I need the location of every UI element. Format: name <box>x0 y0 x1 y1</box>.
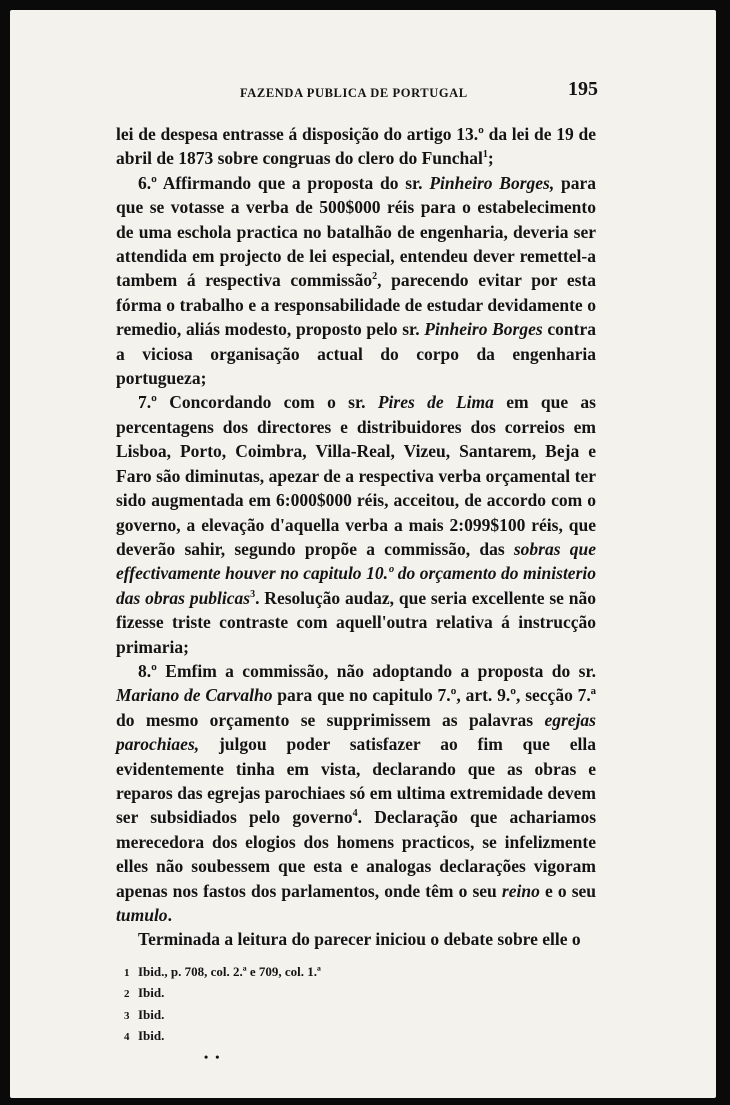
text-run: , parecendo evitar por esta fórma o trabalho e a responsabilidade de estudar devidamente o remedio, aliás modesto, proposto pelo sr. <box>116 270 596 340</box>
text-run: contra a viciosa organisação actual do corpo da engenharia portugueza; <box>116 319 596 389</box>
italic-phrase: egrejas parochiaes, <box>116 709 596 755</box>
italic-name: Mariano de Carvalho <box>116 685 273 706</box>
footnote-number: 4 <box>124 1031 130 1044</box>
text-run: para que no capitulo 7.º, art. 9.º, secção 7.ª do mesmo orçamento se supprimissem as palavras <box>116 685 596 730</box>
scanned-page <box>10 10 716 1098</box>
footnote-4 <box>124 1026 596 1048</box>
footnote-ref: 2 <box>372 271 378 283</box>
text-run: 7.º Concordando com o sr. <box>138 392 378 413</box>
footnote-3 <box>124 1005 596 1027</box>
italic-name: Pinheiro Borges <box>424 319 543 340</box>
running-header <box>116 78 596 108</box>
footnote-text: Ibid. <box>138 985 165 1001</box>
text-run: e o seu <box>539 880 597 901</box>
italic-word: tumulo <box>116 905 168 925</box>
footnote-number: 3 <box>124 1009 130 1022</box>
text-run: lei de despesa entrasse á disposição do artigo 13.º da lei de 19 de abril de 1873 sobre congruas do clero do Funchal <box>116 124 596 169</box>
text-run: 8.º Emfim a commissão, não adoptando a proposta do sr. <box>138 660 596 681</box>
footnote-text: Ibid. <box>138 1028 165 1044</box>
footnotes <box>116 962 596 1068</box>
text-run: em que as percentagens dos directores e distribuidores dos correios em Lisboa, Porto, Coimbra, Villa-Real, Vizeu, Santarem, Beja e Faro são diminutas, apezar de a respectiva verba orçamental ter sido augmentada em 6:000$000 réis, acceitou, de accordo com o governo, a elevação d'aquella verba a mais 2:099$100 réis, que deverão sahir, segundo propõe a commissão, das <box>116 392 596 559</box>
text-run: . <box>167 905 172 925</box>
italic-phrase: sobras que effectivamente houver no capitulo 10.º do orçamento do ministerio das obras publicas <box>116 538 596 608</box>
footnote-2 <box>124 983 596 1005</box>
paragraph-closing: Terminada a leitura do parecer iniciou o debate sobre elle o <box>138 929 581 950</box>
paragraph-8 <box>116 659 596 927</box>
paragraph-1 <box>116 122 596 171</box>
page-number: 195 <box>568 78 598 100</box>
text-run: ; <box>487 148 494 169</box>
footnote-number: 2 <box>124 988 130 1001</box>
italic-word: reino <box>501 880 540 901</box>
footnote-ref: 4 <box>352 808 358 820</box>
end-mark: • • <box>204 1049 222 1064</box>
footnote-ref: 3 <box>250 588 256 600</box>
italic-name: Pires de Lima <box>377 392 494 413</box>
italic-name: Pinheiro Borges, <box>429 172 555 193</box>
text-run: . Declaração que achariamos merecedora dos elogios dos homens practicos, se infelizmente elles não soubessem que esta e analogas declarações vigoram apenas nos fastos dos parlamentos, onde têm o seu <box>116 807 596 901</box>
footnote-text: Ibid. <box>138 1006 165 1022</box>
text-run: . Resolução audaz, que seria excellente se não fizesse triste contraste com aquell'outra relativa á instrucção primaria; <box>116 587 597 657</box>
text-run: 6.º Affirmando que a proposta do sr. <box>138 172 430 193</box>
footnote-1 <box>124 962 596 984</box>
paragraph-7 <box>116 390 596 658</box>
footnote-number: 1 <box>124 966 130 979</box>
text-run: para que se votasse a verba de 500$000 réis para o estabelecimento de uma eschola practica no batalhão de engenharia, deveria ser attendida em projecto de lei especial, entendeu dever remettel-a tambem á respectiva commissão <box>116 172 596 291</box>
footnote-text: Ibid., p. 708, col. 2.ª e 709, col. 1.ª <box>138 963 321 979</box>
footnote-ref: 1 <box>482 149 488 161</box>
paragraph-6 <box>116 171 596 391</box>
page-content <box>116 78 596 1067</box>
text-run: julgou poder satisfazer ao fim que ella evidentemente tinha em vista, declarando que as obras e reparos das egrejas parochiaes só em ultima extremidade devem ser subsidiados pelo governo <box>116 734 596 828</box>
body-text <box>116 122 596 952</box>
running-title: FAZENDA PUBLICA DE PORTUGAL <box>240 86 468 100</box>
